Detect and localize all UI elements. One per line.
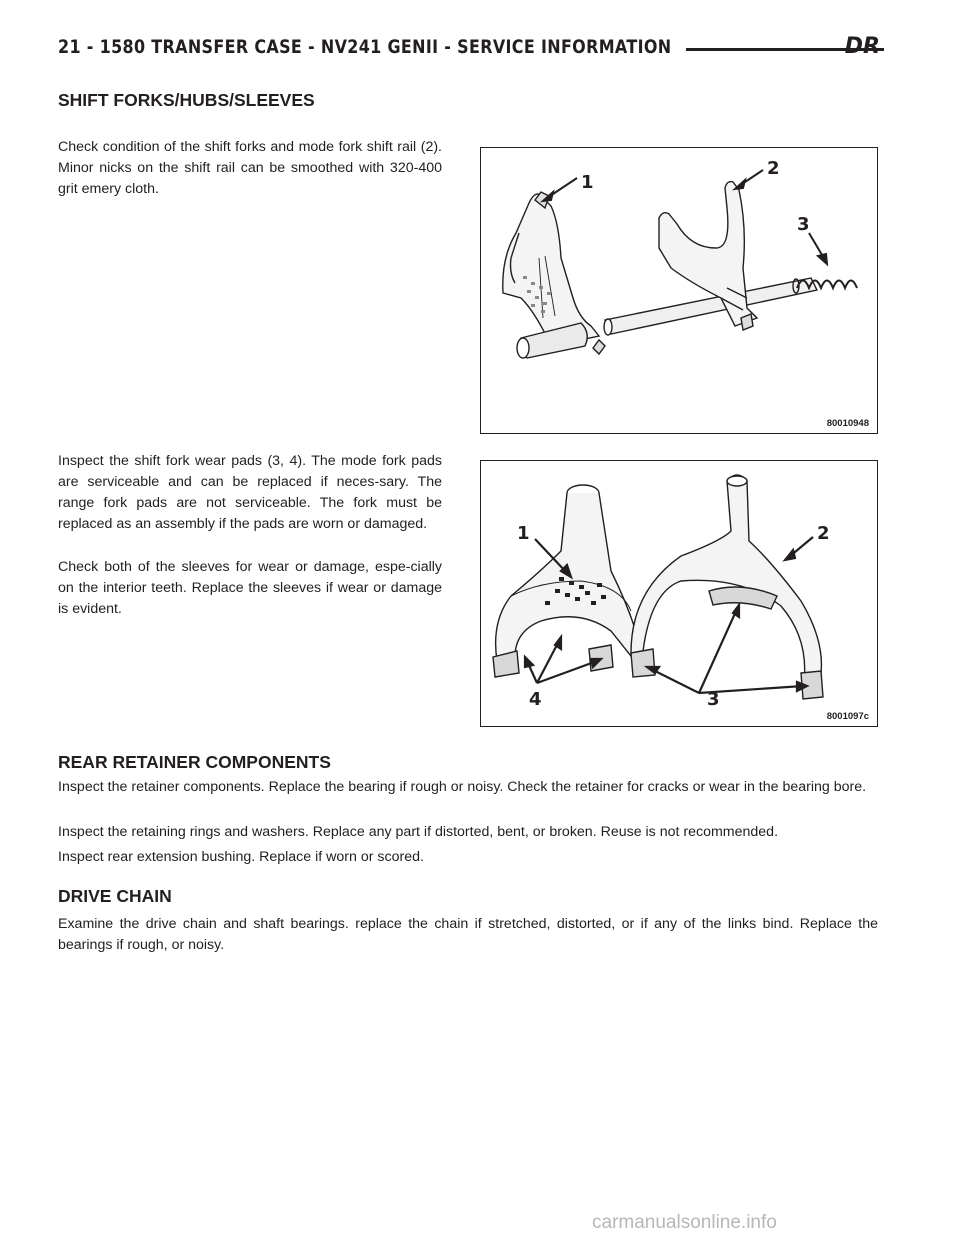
- heading-drive-chain: DRIVE CHAIN: [58, 886, 172, 906]
- figure-code: 80010948: [826, 418, 869, 429]
- page-title: 21 - 1580 TRANSFER CASE - NV241 GENII - SERVICE INFORMATION: [58, 36, 672, 58]
- figure-code: 8001097c: [826, 711, 869, 722]
- paragraph-retainer: Inspect the retainer components. Replace the bearing if rough or noisy. Check the retainer for cracks or wear in the bearing bore.: [58, 779, 867, 795]
- callout-3: 3: [707, 689, 720, 710]
- heading-shift-forks: SHIFT FORKS/HUBS/SLEEVES: [58, 90, 315, 110]
- heading-rear-retainer: REAR RETAINER COMPONENTS: [58, 752, 331, 772]
- paragraph-retaining-rings: Inspect the retaining rings and washers. Replace any part if distorted, bent, or broken. Reuse is not recommended.: [58, 824, 779, 840]
- paragraph-drive-chain: Examine the drive chain and shaft bearings. replace the chain if stretched, distorted, or if any of the links bind. Replace the bearings if rough, or noisy.: [58, 916, 878, 953]
- paragraph-wear-pads: Inspect the shift fork wear pads (3, 4). The mode fork pads are serviceable and can be replaced if neces-sary. The range fork pads are not serviceable. The fork must be replaced as an assembly if the pads are worn or damaged.: [58, 453, 442, 532]
- brand-logo: DR: [844, 34, 880, 59]
- paragraph-sleeves: Check both of the sleeves for wear or damage, espe-cially on the interior teeth. Replace the sleeves if wear or damage is evident.: [58, 559, 442, 617]
- callout-1: 1: [517, 523, 530, 544]
- paragraph-shift-rail: Check condition of the shift forks and mode fork shift rail (2). Minor nicks on the shift rail can be smoothed with 320-400 grit emery cloth.: [58, 139, 442, 197]
- wear-pad-illustration: [481, 461, 877, 726]
- callout-4: 4: [529, 689, 542, 710]
- callout-1: 1: [581, 172, 594, 193]
- figure-wear-pads: [480, 460, 878, 727]
- callout-2: 2: [767, 158, 780, 179]
- callout-2: 2: [817, 523, 830, 544]
- figure-shift-forks: [480, 147, 878, 434]
- paragraph-bushing: Inspect rear extension bushing. Replace if worn or scored.: [58, 849, 424, 865]
- watermark: carmanualsonline.info: [592, 1212, 777, 1233]
- shift-fork-illustration: [481, 148, 877, 433]
- page-header: [58, 36, 880, 66]
- callout-3: 3: [797, 214, 810, 235]
